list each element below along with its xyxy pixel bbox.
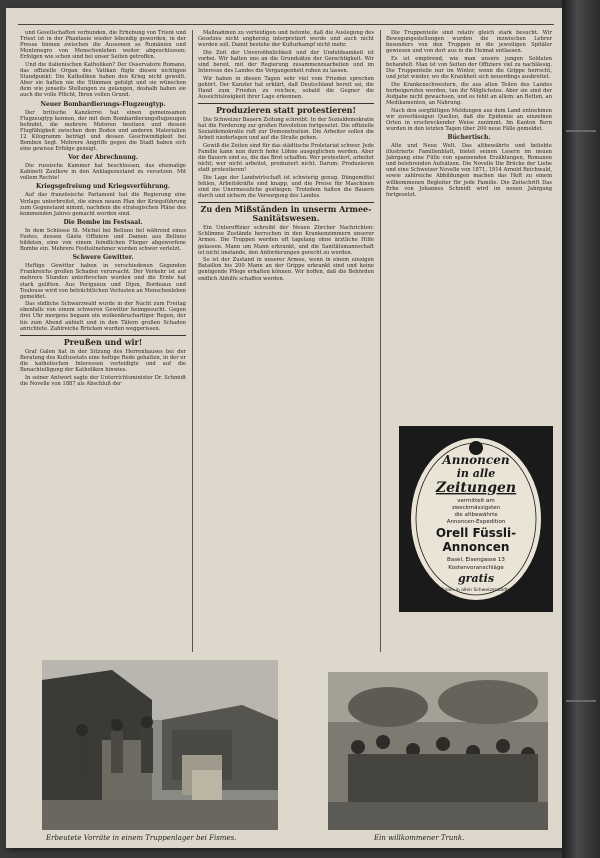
col3-heading: Büchertisch. [447,134,491,141]
ad-line-7: Annoncen-Expedition [446,519,506,525]
col2-paragraph: Ein Unteroffizier schreibt der Neuen Zürcher Nachrichten: Schlimme Zustände herrschen in den Krankenzimmern unserer Armee. Die Truppen werden oft tagelang ohne ärztliche Hilfe gelassen. Mann um Mann erkrankt, und die Sanitätsmannschaft ist nicht imstande, den Anforderungen gerecht zu werden. [198,225,374,256]
col1-paragraph: Auf das französische Parlament hat die Regierung eine Vorlage unterbreitet, die einen neuen Plan der Kriegsführung zum Gegenstand nimmt, nachdem die strategischen Pläne des kommenden Jahres gemacht worden sind. [20,192,186,217]
column-1 [20,30,186,650]
col3-paragraph: Die Krankenschwestern, die aus allen Teilen des Landes herbeigerufen werden, tun ihr Möglichstes. Aber sie sind der Aufgabe nicht gewachsen, und es fehlt an allem: an Betten, an Medikamenten, an Nahrung. [386,81,552,107]
ad-line-8: Orell Füssli- [435,526,517,540]
col1-section-heading: Preußen und wir! [20,335,186,347]
col2-paragraph: Wir haben in diesen Tagen sehr viel vom Frieden sprechen gehört. Der Kanzler hat erklärt, daß Deutschland bereit sei, die Hand zum Frieden zu reichen, sobald die Gegner die Aussichtslosigkeit ihrer Lage erkennen. [198,75,374,100]
col3-paragraph: Es ist empörend, wie man unsere jungen Soldaten behandelt. Man ist von Seiten der Offiziere viel zu nachlässig. Die Truppenteile nur im Winter, wenn die Grippe herrscht, und jetzt wieder, wo die Krankheit sich neuerdings ausbreitet. [386,55,552,81]
col1-heading: Kriegsgefreiung und Kriegsverführung. [36,183,170,191]
col1-paragraph: In dem Schlosse St. Michel bei Belluno fiel während eines Festes, dessen Gäste Offiziere und Damen aus Belluno bildeten, eine von einem feindlichen Flieger abgeworfene Bombe ein. Mehrere Festteilnehmer wurden schwer verletzt. [20,227,186,253]
col1-paragraph: Heftige Gewitter haben in verschiedenen Gegenden Frankreichs großen Schaden verursacht. Der Verkehr ist auf mehrere Stunden unterbrochen worden und die Ernte hat stark gelitten. Aus Perigueux und Dijon, Bordeaux und Toulouse wird von beträchtlichen Verlusten an Menschenleben gemeldet. [20,263,186,300]
col1-heading: Neuer Bombardierungs-Flugzeugtyp. [40,100,166,108]
ad-line-3: Zeitungen [435,480,517,496]
ad-line-4: vermittelt am [457,498,495,504]
ad-line-10: Basel, Eisengasse 13 [447,557,505,563]
col1-paragraph: In seiner Antwort sagte der Unterrichtsminister Dr. Schmidt die Novelle von 1887 als Abschluß der [20,374,186,387]
orell-fuessli-advertisement [399,426,553,612]
ad-line-13: Filialen in allen Schweizerstädten [438,588,514,593]
col3-paragraph: Alte und Neue Welt. Das altbewährte und beliebte illustrierte Familienblatt, bietet seinen Lesern im neuen Jahrgang eine Fülle von spannenden Erzählungen, Romanen und belehrenden Aufsätzen. Die Novelle Die Brücke der Liebe und eine Schweizer Novelle von 1871, 1914 Arnold Reichwald, sowie zahlreiche Abbildungen machen das Heft zu einem willkommenen Begleiter für jede Familie. Die Zeitschrift Das Erbe von Johannes Schmidt wird im neuen Jahrgang fortgesetzt. [386,143,552,198]
photo-welcome-drink [328,672,548,830]
col2-paragraph: So ist der Zustand in unserer Armee, wenn in einem einzigen Bataillon bis 200 Mann an der Grippe erkrankt sind und keine genügende Pflege erhalten können. Wir hoffen, daß die Behörden endlich Abhilfe schaffen werden. [198,257,374,282]
col2-heading: Produzieren statt protestieren! [198,103,374,115]
col1-heading: Schwere Gewitter. [72,254,134,262]
ad-line-6: die altbewährte [454,512,498,518]
column-3 [386,30,552,422]
col1-paragraph: Die russische Kammer hat beschlossen, das ehemalige Kabinett Zaulkow in den Anklagezustand zu versetzen. Mit vollem Rechte! [20,163,186,182]
col3-paragraph: Die Truppenteile sind relativ gleich stark besucht. Wir Bewegungsstellungen wurden die inzwischen Lehrer besonders von den Truppen in die jeweiligen Spitäler gewiesen und von dort aus in die Heimat entlassen. [386,30,552,55]
col2-paragraph: Maßnahmen zu verteidigen und betonte, daß die Auslegung des Gesetzes nicht engherzig interpretiert werde und auch nicht werden soll. Damit bestehe der Kulturkampf nicht mehr. [198,30,374,49]
ad-line-9: Annoncen [442,540,510,554]
col1-paragraph: Das südliche Schwarzwald wurde in der Nacht zum Freitag ebenfalls von einem schweren Gewitter heimgesucht. Gegen drei Uhr morgens begann ein wolkenbruchartiger Regen, der bis zum Abend anhielt und in den Tälern großen Schaden anrichtete. Zahlreiche Brücken wurden weggerissen. [20,301,186,332]
column-divider [192,30,193,652]
ad-line-11: Kostenvoranschläge [448,565,504,571]
advertisement-graphic [399,426,553,612]
book-spine [562,0,600,858]
col2-heading: Zu den Mißständen in unserm Armee-Sanitätswesen. [198,202,374,223]
col1-heading: Vor der Abrechnung. [68,154,138,162]
ad-line-12: gratis [457,572,495,585]
col3-paragraph: Nach den sorgfältigen Meldungen aus dem Land entnehmen wir zuverlässigen Quellen, daß die Epidemie an einzelnen Orten in erschreckender Weise zunimmt. Im Kanton Bern wurden in den letzten Tagen über 200 neue Fälle gemeldet. [386,107,552,132]
col1-heading: Die Bombe im Festsaal. [63,218,143,226]
col1-paragraph: Der britische Kanzlerrei hat einen gemeinsamen Flugzeugtyp kennen, der mit dem Bombardierungsflugzeugen befindet, die mehrere Motoren besitzen und dessen Flugfähigkeit zwischen dem Boden und anderen Materialien 12 Kilogramm beträgt und dessen Geschwindigkeit bei Bomben liegt. Mehrere Angriffe gegen die Stadt haben sich eine gewisse Erfolge gezeigt. [20,109,186,153]
col2-paragraph: Die Schweizer Bauern Zeitung schreibt: In der Sozialdemokratie hat die Forderung zur großen Revolution fortgesetzt. Die offizielle Sozialdemokratie ruft zur Demonstration. Die Arbeiter sollen die Arbeit niederlegen und auf die Straße gehen. [198,117,374,142]
col1-paragraph: und Gesellschaften verbunden, die Erhebung von Trient und Triest ist in der Phantasie wieder lebendig geworden, in der Presse hinnen zwischen die Aussonen so Rumänien und Montenegro von Menschenleben weiter abgeschlossen; Erfolgen wie schon sind bei unser Seiten getroffen. [20,30,186,61]
photo-supplies-camp [42,660,278,830]
photo-drink-graphic [328,672,548,830]
spine-band [566,130,596,132]
column-2 [198,30,374,650]
col1-paragraph: Graf Galen hat in der Sitzung des Herrenhauses bei der Beratung des Kultusetats eine heftige Rede gehalten, in der er die katholischen Interessen verteidigte und auf die Benachteiligung der Katholiken hinwies. [20,348,186,374]
col2-paragraph: Die Zeit der Unversöhnlichkeit und der Unduldsamkeit ist vorbei. Wir halten uns an die Grundsätze der Gerechtigkeit. Wir sind bereit, mit der Regierung zusammenzuarbeiten und im Interesse des Landes die Vergangenheit ruhen zu lassen. [198,49,374,75]
newspaper-page [6,8,562,848]
col2-paragraph: Die Lage der Landwirtschaft ist schwierig genug. Düngemittel fehlen, Arbeitskräfte sind knapp, und die Preise für Maschinen sind ins Unermessliche gestiegen. Trotzdem halten die Bauern durch und sichern die Versorgung des Landes. [198,174,374,200]
col1-paragraph: Und die italienischen Katholiken? Der Osservatore Romano, das offizielle Organ des Vatikan fügte diesen nichtigen Standpunkt: Die Katholiken haben den Krieg nicht gewollt. Aber sie halten nie die Stimmen gefolgt und sie wünschen dem wie jenseits Stellungen zu gelangen, deshalb haben sie auch die volle Pflicht, Ihren vollen Grund. [20,61,186,99]
column-divider [380,30,381,652]
spine-band [566,700,596,702]
ad-line-5: zweckmässigsten [451,505,501,511]
ad-line-1: Annoncen [442,453,510,467]
caption-right: Ein willkommener Trunk. [374,834,465,842]
ad-line-2: in alle [456,467,496,480]
top-rule [18,24,554,25]
caption-left: Erbeutete Vorräte in einem Truppenlager bei Fismes. [46,834,237,842]
photo-supplies-graphic [42,660,278,830]
col2-paragraph: Gewiß die Zeiten sind für das städtische Proletariat schwer. Jede Familie kann nun durch hohe Löhne ausgeglichen werden. Aber die Bauern sind es, die das Brot schaffen. Wer protestiert, arbeitet nicht; wer nicht arbeitet, produziert nicht. Darum: Produzieren statt protestieren! [198,142,374,174]
